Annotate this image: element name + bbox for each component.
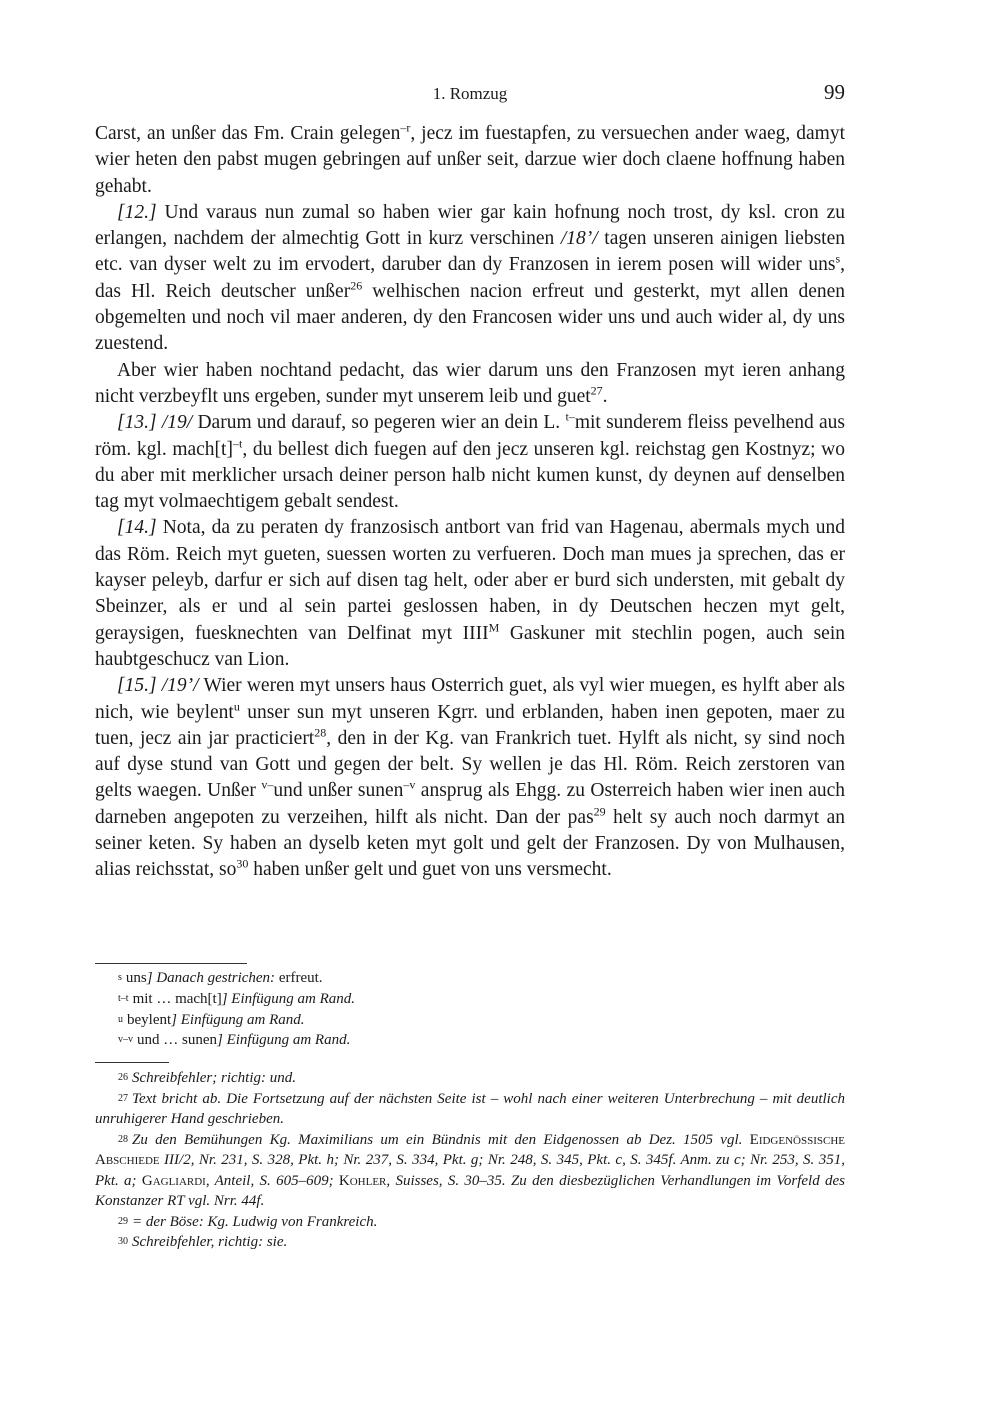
section-number: [14.] xyxy=(117,517,157,539)
footnote-27: 27 Text bricht ab. Die Fortsetzung auf der nächsten Seite ist – wohl nach einer weiteren Unterbrechung – mit deutlich unruhigerer Hand geschrieben. xyxy=(95,1090,845,1127)
page-number: 99 xyxy=(824,80,845,104)
paragraph-14: [14.] Nota, da zu peraten dy franzosisch antbort van frid van Hagenau, abermals mych und das Röm. Reich myt gueten, suessen worten zu verfueren. Doch man mues ja sprechen, das er kayser peleyb, darfur er sich auf disen tag helt, oder aber er burd sich understen, mit gebalt dy Sbeinzer, als er und al sein partei geslossen haben, in dy Deutschen heczen myt gelt, geraysigen, fuesknechten van Delfinat myt $IIII^M$ Gaskuner mit stechlin pogen, auch sein haubtgeschucz van Lion. xyxy=(95,517,845,670)
textual-note: s uns] Danach gestrichen: erfreut. xyxy=(118,970,323,986)
textual-notes xyxy=(118,968,845,1051)
textual-note-ref: –r xyxy=(400,120,411,135)
folio-mark: /18’/ xyxy=(560,228,598,250)
footnotes-rule xyxy=(95,1062,169,1063)
textual-note-ref: s xyxy=(835,251,841,266)
textual-note-ref: v– xyxy=(261,777,274,792)
textual-note-ref: u xyxy=(233,699,240,714)
footnote-29: 29 = der Böse: Kg. Ludwig von Frankreich. xyxy=(118,1213,378,1230)
footnote-ref: 29 xyxy=(593,804,606,819)
main-text xyxy=(95,121,845,884)
footnote-28: 28 Zu den Bemühungen Kg. Maximilians um ein Bündnis mit den Eidgenossen ab Dez. 1505 vgl. Eidgenössische Abschiede III/2, Nr. 231, S. 328, Pkt. h; Nr. 237, S. 334, Pkt. g; Nr. 248, S. 345, Pkt. c, S. 345f. Anm. zu c; Nr. 253, S. 351, Pkt. a; Gagliardi, Anteil, S. 605–609; Kohler, Suisses, S. 30–35. Zu den diesbezüglichen Verhandlungen im Vorfeld des Konstanzer RT vgl. Nrr. 44f. xyxy=(95,1131,845,1209)
textual-note: v–v und … sunen] Einfügung am Rand. xyxy=(118,1032,351,1049)
paragraph-continuation: Carst, an unßer das Fm. Crain gelegen$^{-r}$, jecz im fuestapfen, zu versuechen ander waeg, damyt wier heten den pabst mugen gebringen auf unßer seit, darzue wier doch claene hoffnung haben gehabt. xyxy=(95,120,845,197)
page-header xyxy=(95,80,845,108)
paragraph-13: [13.] /19/ Darum und darauf, so pegeren wier an dein L. $^{t-}$mit sunderem fleiss pevelhend aus röm. kgl. $mach[t]^{-t}$, du bellest dich fuegen auf den jecz unseren kgl. reichstag gen Kostnyz; wo du aber mit merklicher ursach deiner person halb nicht kumen kunst, dy deynen auf denselben tag myt volmaechtigem gebalt sendest. xyxy=(95,409,846,513)
running-title: 1. Romzug xyxy=(432,84,508,103)
paragraph-12: [12.] Und varaus nun zumal so haben wier gar kain hofnung noch trost, dy ksl. cron zu erlangen, nachdem der almechtig Gott in kurz verschinen /18’/ tagen unseren ainigen liebsten etc. van dyser welt zu im ervodert, daruber dan dy Franzosen in ierem posen will wider uns$^s$, das Hl. Reich deutscher unßer$^{26}$ welhischen nacion erfreut und gesterkt, myt allen denen obgemelten und noch vil maer anderen, dy den Francosen wider uns und auch wider al, dy uns zuestend. xyxy=(95,201,845,355)
textual-note: u beylent] Einfügung am Rand. xyxy=(118,1011,305,1028)
footnote-ref: 27 xyxy=(590,383,603,398)
section-number: [15.] xyxy=(117,675,157,697)
footnotes xyxy=(95,1068,845,1253)
roman-numeral-superscript: M xyxy=(488,620,500,635)
textual-note: t–t mit … mach[t]] Einfügung am Rand. xyxy=(118,990,356,1007)
footnote-ref: 30 xyxy=(236,856,249,871)
textual-note-ref: –v xyxy=(403,777,416,792)
textual-note-ref: t– xyxy=(565,409,575,424)
folio-mark: /19’/ xyxy=(161,675,199,697)
section-number: [13.] xyxy=(117,412,157,434)
footnote-ref: 28 xyxy=(314,725,327,740)
folio-mark: /19/ xyxy=(161,412,193,434)
paragraph-15: [15.] /19’/ Wier weren myt unsers haus Osterrich guet, als vyl wier muegen, es hylft aber als nich, wie beylent$^u$ unser sun myt unseren Kgrr. und erblanden, haben inen gepoten, maer zu tuen, jecz ain jar practiciert$^{28}$, den in der Kg. van Frankrich tuet. Hylft als nicht, sy sind noch auf dyse stund van Gott und gegen der belt. Sy wellen je das Hl. Röm. Reich zerstoren van gelts waegen. Unßer $^{v-}$und unßer sunen$^{-v}$ ansprug als Ehgg. zu Osterreich haben wier inen auch darneben angepoten zu verzeihen, hilft als nicht. Dan der pas$^{29}$ helt sy auch noch darmyt an seiner keten. Sy haben an dyselb keten myt golt und gelt der Franzosen. Dy von Mulhausen, alias reichsstat, $so^{30}$ haben unßer gelt und guet von uns versmecht. xyxy=(95,675,846,881)
footnote-26: 26 Schreibfehler; richtig: und. xyxy=(118,1070,296,1086)
footnote-30: 30 Schreibfehler, richtig: sie. xyxy=(118,1234,288,1250)
paragraph-12b: Aber wier haben nochtand pedacht, das wier darum uns den Franzosen myt ieren anhang nicht verzbeyflt uns ergeben, sunder myt unserem leib und guet$^{27}$. xyxy=(95,359,845,407)
footnote-ref: 26 xyxy=(350,278,363,293)
textual-notes-rule xyxy=(95,963,247,964)
section-number: [12.] xyxy=(117,201,157,223)
textual-note-ref: –t xyxy=(232,436,243,451)
